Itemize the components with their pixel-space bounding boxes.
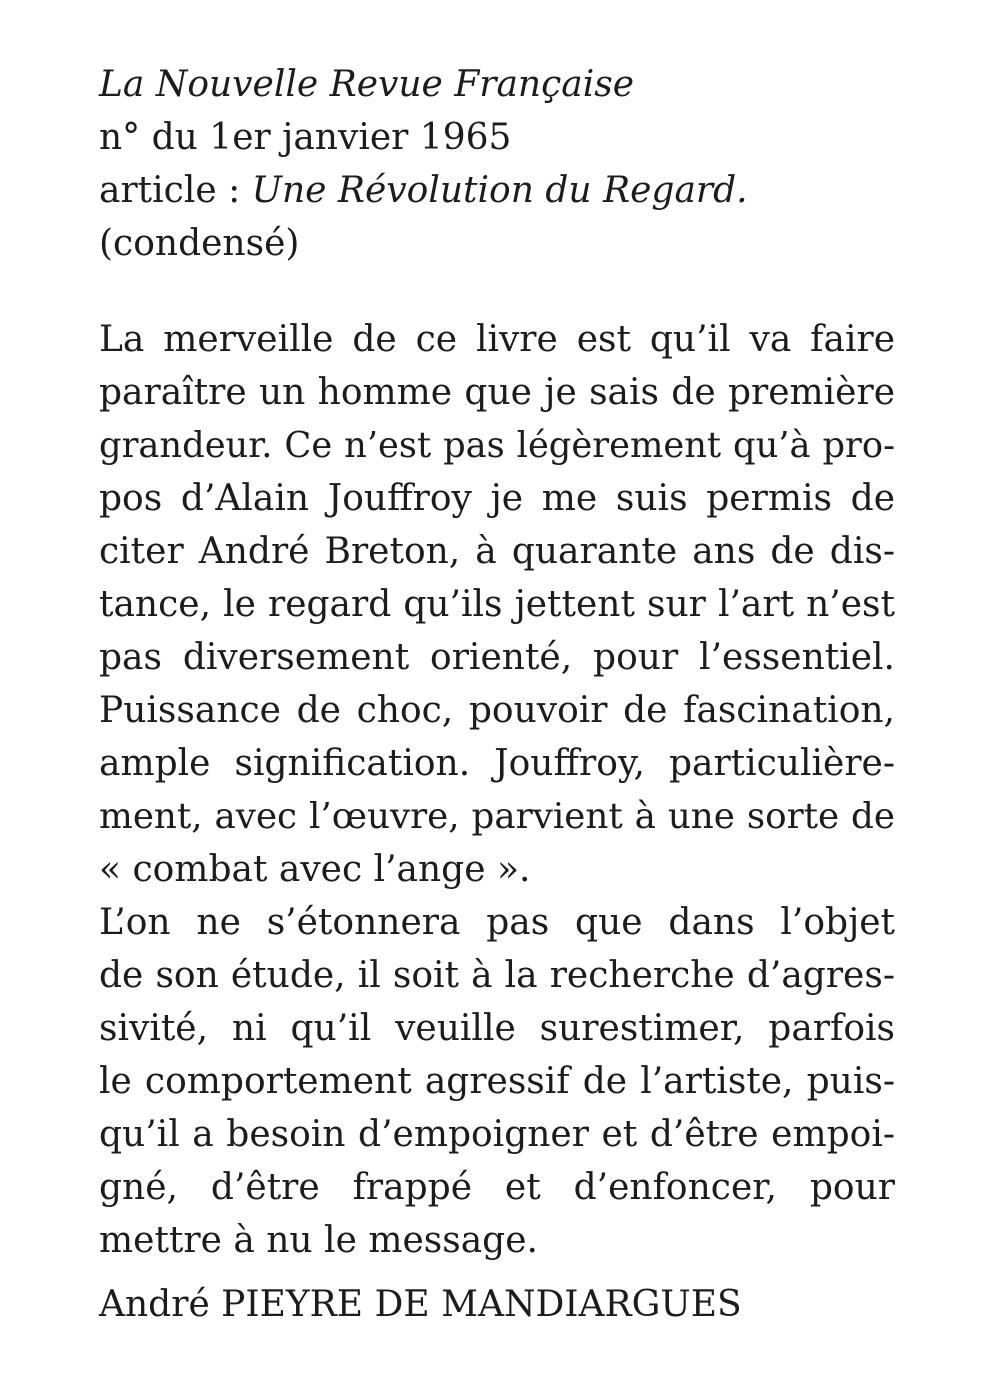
article-body <box>99 313 895 1267</box>
text-line: citer André Breton, à quarante ans de dis- <box>99 531 895 572</box>
paragraph-1 <box>99 313 895 896</box>
text-line: tance, le regard qu’ils jettent sur l’art n’est <box>99 584 895 625</box>
text-line: Puissance de choc, pouvoir de fascination, <box>99 690 895 731</box>
text-line: « combat avec l’ange ». <box>99 849 531 890</box>
text-line: grandeur. Ce n’est pas légèrement qu’à pro- <box>99 425 895 466</box>
journal-title: La Nouvelle Revue Française <box>99 64 635 105</box>
text-line: le comportement agressif de l’artiste, puis- <box>99 1061 895 1102</box>
paragraph-2 <box>99 896 895 1267</box>
text-line: mettre à nu le message. <box>99 1220 538 1261</box>
article-prefix: article : <box>99 170 252 211</box>
text-line: ment, avec l’œuvre, parvient à une sorte de <box>99 796 895 837</box>
text-line: ample signification. Jouffroy, particulière- <box>99 743 895 784</box>
text-line: pas diversement orienté, pour l’essentiel. <box>99 637 895 678</box>
header-block <box>99 58 899 270</box>
text-line: gné, d’être frappé et d’enfoncer, pour <box>99 1167 895 1208</box>
article-line <box>99 164 899 217</box>
text-line: La merveille de ce livre est qu’il va faire <box>99 319 895 360</box>
issue-date: n° du 1er janvier 1965 <box>99 117 512 158</box>
text-line: de son étude, il soit à la recherche d’agres- <box>99 955 895 996</box>
article-title: Une Révolution du Regard. <box>251 170 748 211</box>
text-line: pos d’Alain Jouffroy je me suis permis de <box>99 478 895 519</box>
text-line: L’on ne s’étonnera pas que dans l’objet <box>99 902 895 943</box>
text-line: paraître un homme que je sais de première <box>99 372 895 413</box>
text-line: sivité, ni qu’il veuille surestimer, parfois <box>99 1008 895 1049</box>
condensed-note: (condensé) <box>99 223 300 264</box>
text-line: qu’il a besoin d’empoigner et d’être empoi- <box>99 1114 895 1155</box>
author-signature: André PIEYRE DE MANDIARGUES <box>99 1284 742 1325</box>
